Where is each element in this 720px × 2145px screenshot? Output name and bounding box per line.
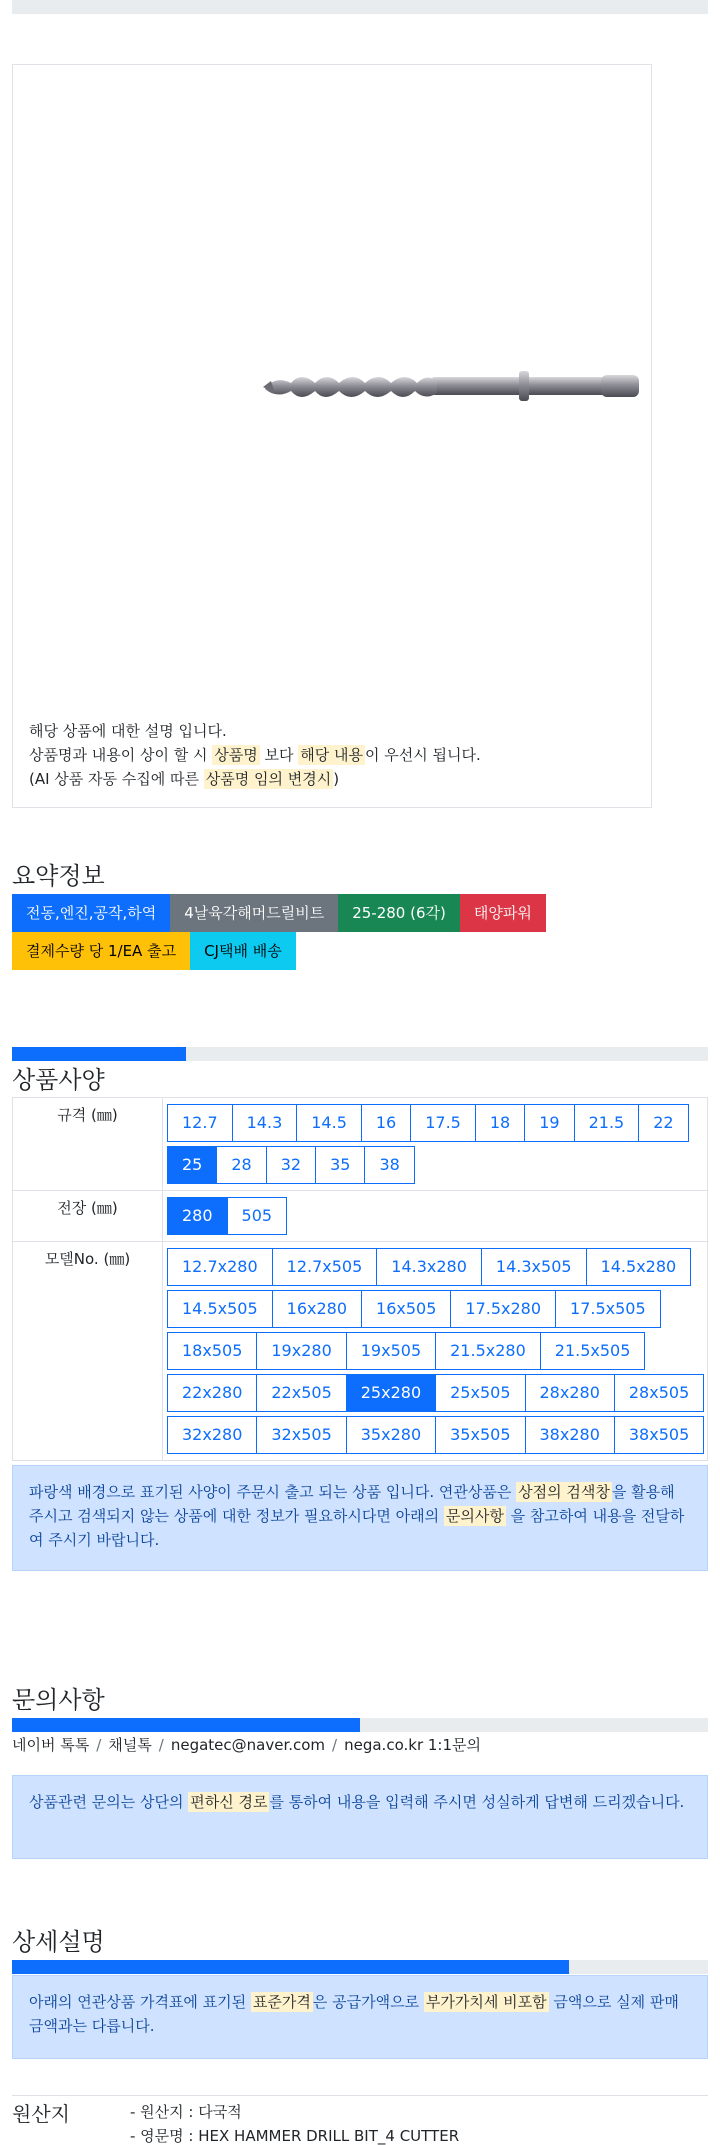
spec-option-button[interactable]: 19x505 [346,1332,436,1370]
breadcrumb-separator: / [332,1736,338,1754]
spec-option-button[interactable]: 14.5x280 [586,1248,692,1286]
option-line [167,1195,707,1237]
spec-options [167,1102,707,1186]
origin-list [130,2100,459,2145]
inquiry-notice [12,1775,708,1859]
spec-option-button[interactable]: 35x280 [346,1416,436,1454]
desc-line [29,767,481,791]
option-line [167,1330,707,1372]
contact-link[interactable]: nega.co.kr 1:1문의 [344,1736,481,1754]
spec-option-button[interactable]: 19x280 [256,1332,346,1370]
spec-option-button[interactable]: 12.7x280 [167,1248,273,1286]
spec-option-button[interactable]: 22x505 [256,1374,346,1412]
spec-option-button[interactable]: 17.5x280 [450,1290,556,1328]
spec-option-button[interactable]: 280 [167,1197,228,1235]
contact-link[interactable]: negatec@naver.com [170,1736,326,1754]
spec-progress [12,1047,708,1061]
spec-option-button[interactable]: 505 [227,1197,288,1235]
option-line [167,1288,707,1330]
summary-badge: 25-280 (6각) [338,894,460,932]
spec-option-button[interactable]: 38x280 [525,1416,615,1454]
option-line [167,1246,707,1288]
spec-option-button[interactable]: 18x505 [167,1332,257,1370]
origin-item: - 원산지 : 다국적 [130,2103,242,2121]
detail-notice [12,1975,708,2059]
spec-option-button[interactable]: 21.5x280 [435,1332,541,1370]
option-line [167,1102,707,1144]
spec-option-button[interactable]: 32x505 [256,1416,346,1454]
notice-highlight: 부가가치세 비포함 [425,1993,547,2011]
spec-option-button[interactable]: 28x280 [525,1374,615,1412]
top-progress-track [12,0,708,14]
spec-option-button[interactable]: 12.7x505 [272,1248,378,1286]
spec-title: 상품사양 [12,1066,105,1094]
origin-item: - 영문명 : HEX HAMMER DRILL BIT_4 CUTTER [130,2127,460,2145]
spec-options-cell [163,1242,708,1461]
spec-row [13,1098,708,1191]
desc-highlight: 해당 내용 [300,746,363,764]
spec-option-button[interactable]: 21.5 [574,1104,640,1142]
notice-highlight: 편하신 경로 [190,1793,268,1811]
notice-text: 을 활용해 주시고 검색되지 않는 상품에 대한 정보가 필요하시다면 아래의 [29,1483,675,1525]
notice-text: 을 참고하여 내용을 전달하여 주시기 바랍니다. [29,1507,685,1549]
spec-option-button[interactable]: 14.5x505 [167,1290,273,1328]
notice-text: 금액으로 실제 판매금액과는 다릅니다. [29,1993,679,2035]
spec-row-label: 규격 (㎜) [13,1098,163,1191]
notice-highlight: 상점의 검색창 [518,1483,610,1501]
spec-option-button[interactable]: 25 [167,1146,217,1184]
detail-title: 상세설명 [12,1928,105,1956]
spec-option-button[interactable]: 18 [475,1104,525,1142]
summary-badge: 결제수량 당 1/EA 출고 [12,932,190,970]
spec-option-button[interactable]: 14.5 [296,1104,362,1142]
spec-option-button[interactable]: 17.5 [410,1104,476,1142]
notice-highlight: 표준가격 [252,1993,311,2011]
desc-text: ) [333,770,340,788]
inquiry-title: 문의사항 [12,1686,105,1714]
spec-row-label: 전장 (㎜) [13,1191,163,1242]
drill-bit-image [261,361,641,411]
contact-breadcrumb [12,1734,481,1755]
spec-option-button[interactable]: 21.5x505 [540,1332,646,1370]
spec-option-button[interactable]: 16x280 [272,1290,362,1328]
spec-table [12,1097,708,1461]
spec-option-button[interactable]: 25x505 [435,1374,525,1412]
spec-options-cell [163,1098,708,1191]
summary-badge: 4날육각해머드릴비트 [170,894,338,932]
summary-badge: 전동,엔진,공작,하역 [12,894,170,932]
spec-row [13,1242,708,1461]
spec-progress-fill [12,1047,186,1061]
desc-text: 보다 [259,746,299,764]
inquiry-progress-fill [12,1718,360,1732]
notice-text: 를 통하여 내용을 입력해 주시면 성실하게 답변해 드리겠습니다. [269,1793,685,1811]
notice-text: 아래의 연관상품 가격표에 표기된 [29,1993,251,2011]
desc-line: 해당 상품에 대한 설명 입니다. [29,722,227,740]
option-line [167,1372,707,1414]
spec-option-button[interactable]: 12.7 [167,1104,233,1142]
spec-option-button[interactable]: 25x280 [346,1374,436,1412]
desc-highlight: 상품명 임의 변경시 [205,770,332,788]
spec-option-button[interactable]: 16 [361,1104,411,1142]
detail-progress-fill [12,1960,569,1974]
spec-option-button[interactable]: 35 [315,1146,365,1184]
notice-text: 상품관련 문의는 상단의 [29,1793,189,1811]
product-description [29,719,481,791]
spec-option-button[interactable]: 32x280 [167,1416,257,1454]
spec-option-button[interactable]: 28x505 [614,1374,704,1412]
spec-option-button[interactable]: 22 [638,1104,688,1142]
spec-options [167,1195,707,1237]
spec-option-button[interactable]: 19 [524,1104,574,1142]
spec-row-label: 모델No. (㎜) [13,1242,163,1461]
spec-row [13,1191,708,1242]
spec-option-button[interactable]: 17.5x505 [555,1290,661,1328]
contact-link[interactable]: 채널톡 [108,1736,152,1754]
origin-divider [12,2095,708,2096]
option-line [167,1144,707,1186]
notice-text: 파랑색 배경으로 표기된 사양이 주문시 출고 되는 상품 입니다. 연관상품은 [29,1483,517,1501]
breadcrumb-separator: / [158,1736,164,1754]
summary-badge: CJ택배 배송 [190,932,296,970]
breadcrumb-separator: / [96,1736,102,1754]
summary-badge: 태양파워 [460,894,546,932]
desc-line [29,743,481,767]
inquiry-progress [12,1718,708,1732]
summary-title: 요약정보 [12,862,105,890]
spec-option-button[interactable]: 38x505 [614,1416,704,1454]
spec-options [167,1246,707,1456]
desc-highlight: 상품명 [214,746,258,764]
spec-option-button[interactable]: 32 [266,1146,316,1184]
spec-options-cell [163,1191,708,1242]
spec-option-button[interactable]: 22x280 [167,1374,257,1412]
desc-text: (AI 상품 자동 수집에 따른 [29,770,204,788]
origin-label: 원산지 [12,2102,70,2126]
option-line [167,1414,707,1456]
spec-option-button[interactable]: 14.3x280 [376,1248,482,1286]
spec-option-button[interactable]: 14.3 [232,1104,298,1142]
desc-text: 상품명과 내용이 상이 할 시 [29,746,213,764]
contact-link[interactable]: 네이버 톡톡 [12,1736,90,1754]
spec-option-button[interactable]: 35x505 [435,1416,525,1454]
notice-highlight: 문의사항 [445,1507,504,1525]
spec-option-button[interactable]: 16x505 [361,1290,451,1328]
detail-progress [12,1960,708,1974]
spec-option-button[interactable]: 38 [364,1146,414,1184]
notice-text: 은 공급가액으로 [312,1993,424,2011]
spec-option-button[interactable]: 14.3x505 [481,1248,587,1286]
spec-notice [12,1465,708,1571]
spec-option-button[interactable]: 28 [216,1146,266,1184]
summary-badges [12,894,612,970]
desc-text: 이 우선시 됩니다. [364,746,481,764]
product-image-card [12,64,652,808]
